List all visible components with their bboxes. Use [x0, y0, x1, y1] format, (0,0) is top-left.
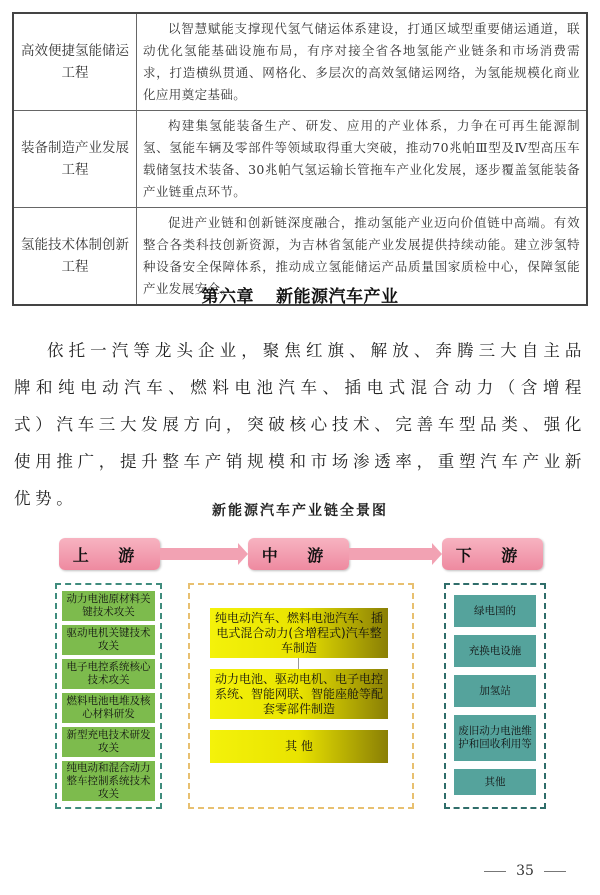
downstream-group: [444, 583, 546, 809]
chapter-number: 第六章: [201, 287, 254, 307]
upstream-item: 纯电动和混合动力整车控制系统技术攻关: [62, 761, 155, 801]
project-description: 以智慧赋能支撑现代氢气储运体系建设，打通区域型重要储运通道，联动优化氢能基础设施布局，有序对接全省各地氢能产业链条和市场消费需求，打造横纵贯通、网格化、多层次的高效氢储运网络，为氢能规模化商业化应用奠定基础。: [137, 13, 588, 111]
upstream-item: 驱动电机关键技术攻关: [62, 625, 155, 655]
midstream-item: 纯电动汽车、燃料电池汽车、插电式混合动力(含增程式)汽车整车制造: [210, 608, 388, 658]
project-name: 氢能技术体制创新工程: [13, 208, 137, 306]
diagram-title: 新能源汽车产业链全景图: [212, 503, 388, 519]
upstream-item: 燃料电池电堆及核心材料研发: [62, 693, 155, 723]
dash-left: [484, 871, 506, 872]
chapter-title: [0, 282, 600, 307]
page-number-value: 35: [516, 863, 534, 879]
upstream-item: 电子电控系统核心技术攻关: [62, 659, 155, 689]
midstream-group: [188, 583, 414, 809]
chapter-name: 新能源汽车产业: [276, 287, 399, 307]
downstream-item: 废旧动力电池维护和回收利用等: [454, 715, 536, 761]
stage-midstream: 中 游: [248, 538, 349, 570]
project-table: [12, 12, 588, 306]
arrow-right-icon: [349, 548, 434, 560]
upstream-item: 动力电池原材料关键技术攻关: [62, 591, 155, 621]
arrow-right-icon: [160, 548, 240, 560]
stage-downstream: 下 游: [442, 538, 543, 570]
downstream-item: 充换电设施: [454, 635, 536, 667]
midstream-item: 其 他: [210, 730, 388, 763]
upstream-group: [55, 583, 162, 809]
page-number: [470, 863, 580, 879]
project-name: 装备制造产业发展工程: [13, 111, 137, 208]
table-row: [13, 13, 587, 111]
project-description: 构建集氢能装备生产、研发、应用的产业体系，力争在可再生能源制氢、氢能车辆及零部件等领域取得重大突破，推动70兆帕Ⅲ型及Ⅳ型高压车载储氢技术装备、30兆帕气氢运输长管拖车产业化发展，逐步覆盖氢能装备产业链重点环节。: [137, 111, 588, 208]
downstream-item: 加氢站: [454, 675, 536, 707]
table-row: [13, 111, 587, 208]
dash-right: [544, 871, 566, 872]
project-description: 促进产业链和创新链深度融合，推动氢能产业迈向价值链中高端。有效整合各类科技创新资源，为吉林省氢能产业发展提供持续动能。建立涉氢特种设备安全保障体系，推动成立氢能储运产品质量国家质检中心，保障氢能产业发展安全。: [137, 208, 588, 306]
project-name: 高效便捷氢能储运工程: [13, 13, 137, 111]
downstream-item: 绿电国的: [454, 595, 536, 627]
midstream-item: 动力电池、驱动电机、电子电控系统、智能网联、智能座舱等配套零部件制造: [210, 669, 388, 719]
upstream-item: 新型充电技术研发攻关: [62, 727, 155, 757]
downstream-item: 其他: [454, 769, 536, 795]
stage-upstream: 上 游: [59, 538, 160, 570]
chapter-paragraph: 依托一汽等龙头企业，聚焦红旗、解放、奔腾三大自主品牌和纯电动汽车、燃料电池汽车、插电式混合动力（含增程式）汽车三大发展方向，突破核心技术、完善车型品类、强化使用推广，提升整车产销规模和市场渗透率，重塑汽车产业新优势。: [14, 341, 586, 508]
